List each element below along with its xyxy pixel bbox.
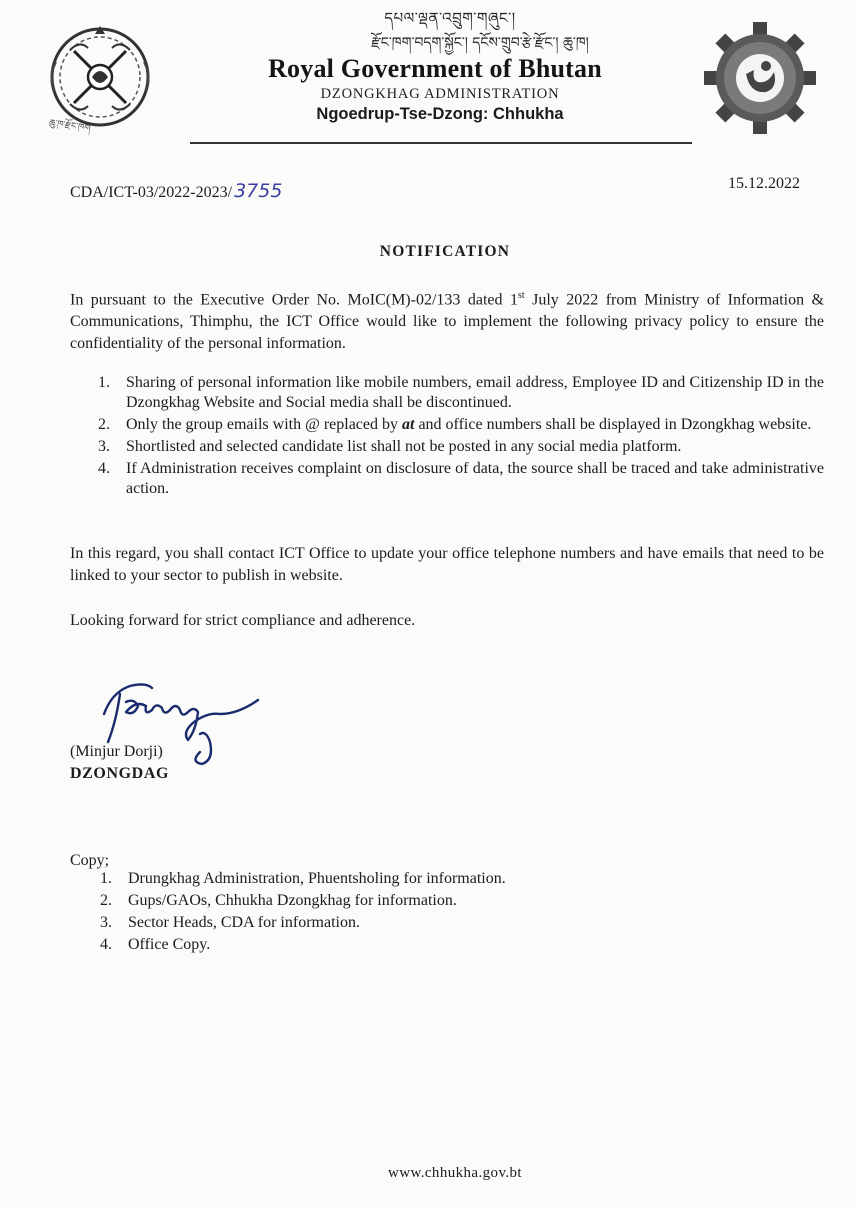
reference-handwritten: 3755: [234, 180, 283, 202]
intro-text-b: July 2022 from Ministry of Information & Communications, Thimphu, the ICT Office would like to implement the following privacy policy to ensure the confidentiality of the personal information.: [70, 291, 824, 353]
letter-date: 15.12.2022: [728, 175, 800, 192]
list-text: Gups/GAOs, Chhukha Dzongkhag for information.: [128, 892, 457, 909]
list-text: Drungkhag Administration, Phuentsholing for information.: [128, 870, 506, 887]
list-number: 4.: [98, 460, 110, 477]
reference-number: [70, 180, 282, 202]
list-text: Sharing of personal information like mobile numbers, email address, Employee ID and Citizenship ID in the Dzongkhag Website and Social media shall be discontinued.: [126, 374, 824, 411]
seal-caption: ཆུ་ཁ་རྫོང་ཁག: [48, 118, 92, 135]
notification-heading: NOTIFICATION: [379, 243, 511, 260]
list-emphasis: at: [402, 416, 415, 433]
list-text: Office Copy.: [128, 936, 211, 953]
government-name: Royal Government of Bhutan: [268, 54, 602, 83]
list-item: [100, 891, 700, 911]
list-number: 2.: [98, 416, 110, 433]
copy-label: Copy;: [70, 852, 110, 869]
list-item: [98, 373, 824, 413]
list-number: 3.: [100, 914, 112, 931]
list-item: [98, 437, 824, 457]
dzongkha-title-line1: དཔལ་ལྡན་འབྲུག་གཞུང་།: [384, 9, 516, 27]
dzong-name: Ngoedrup-Tse-Dzong: Chhukha: [316, 105, 564, 123]
closing-line: Looking forward for strict compliance and adherence.: [70, 612, 416, 629]
intro-paragraph: [70, 285, 824, 355]
dharma-wheel-icon: [704, 22, 816, 134]
list-text: If Administration receives complaint on disclosure of data, the source shall be traced and take administrative action.: [126, 460, 824, 497]
website-footer: www.chhukha.gov.bt: [388, 1165, 522, 1181]
list-item: [100, 913, 700, 933]
list-item: [98, 415, 824, 435]
policy-list: [98, 373, 824, 501]
copy-list: [100, 869, 700, 957]
list-text: Shortlisted and selected candidate list shall not be posted in any social media platform.: [126, 438, 682, 455]
intro-sup: st: [517, 290, 525, 301]
list-item: [100, 869, 700, 889]
intro-text-a: In pursuant to the Executive Order No. MoIC(M)-02/133 dated 1: [70, 291, 518, 309]
list-number: 3.: [98, 438, 110, 455]
reference-prefix: CDA/ICT-03/2022-2023/: [70, 184, 233, 201]
signer-name: (Minjur Dorji): [70, 743, 163, 760]
list-number: 4.: [100, 936, 112, 953]
list-number: 1.: [98, 374, 110, 391]
contact-paragraph: In this regard, you shall contact ICT Office to update your office telephone numbers and have emails that need to be linked to your sector to publish in website.: [70, 545, 824, 584]
letterhead-divider: [190, 142, 692, 144]
administration-name: DZONGKHAG ADMINISTRATION: [320, 86, 560, 102]
signer-title: DZONGDAG: [70, 765, 170, 782]
list-text: Sector Heads, CDA for information.: [128, 914, 360, 931]
list-item: [98, 459, 824, 499]
list-text: Only the group emails with @ replaced by: [126, 416, 402, 433]
list-text: and office numbers shall be displayed in Dzongkhag website.: [414, 416, 812, 433]
dzongkha-title-line2: རྫོང་ཁག་བདག་སྐྱོང་། དངོས་གྲུབ་རྩེ་རྫོང་། ཆུ་ཁ།: [371, 35, 589, 51]
list-item: [100, 935, 700, 955]
list-number: 1.: [100, 870, 112, 887]
list-number: 2.: [100, 892, 112, 909]
